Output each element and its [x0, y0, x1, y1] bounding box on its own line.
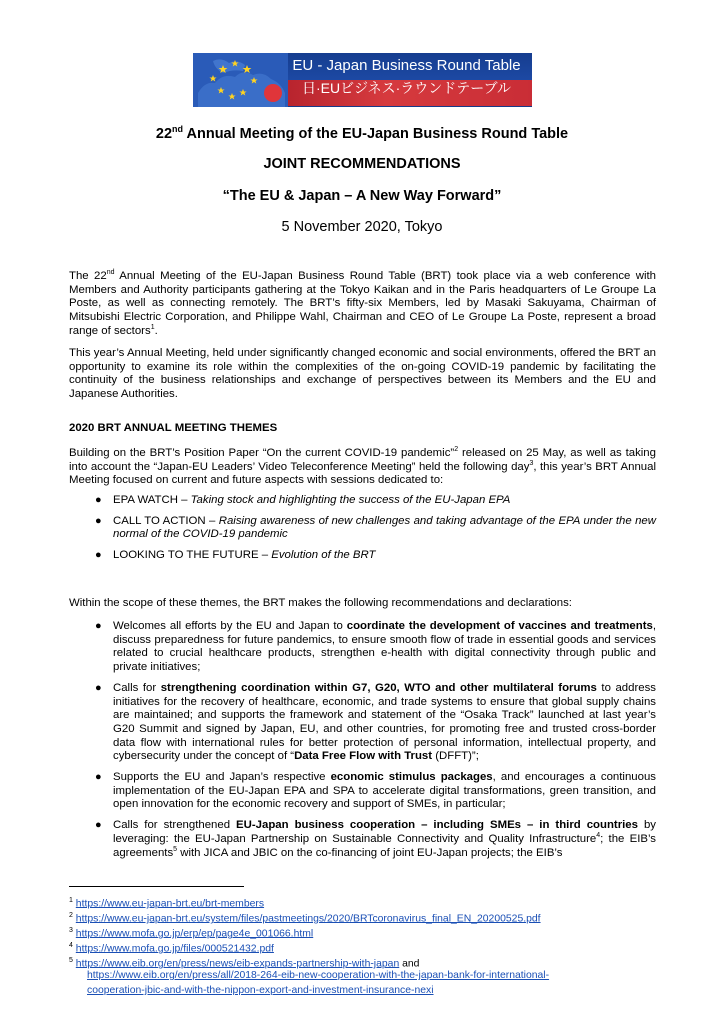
rec-bold: coordinate the development of vaccines and treatments [346, 620, 653, 632]
bullet-icon: ● [95, 494, 102, 506]
title-ordinal-suffix: nd [172, 124, 184, 134]
rec-text: (DFFT)”; [432, 750, 479, 763]
footnote-link[interactable]: https://www.mofa.go.jp/erp/ep/page4e_001066.html [75, 928, 314, 940]
footnote-ref-2[interactable]: 2 [454, 446, 459, 454]
list-item [69, 620, 656, 675]
footnote-ref-1[interactable]: 1 [150, 324, 155, 332]
rec-text: Calls for strengthened [113, 819, 237, 832]
footnote-link[interactable]: https://www.eib.org/en/press/all/2018-264-eib-new-cooperation-with-the-japan-bank-for-international- [87, 970, 550, 981]
brt-banner-logo [193, 53, 532, 107]
footnote-5-continued [87, 969, 549, 983]
footnote-number: 2 [69, 912, 73, 919]
themes-section-heading: 2020 BRT ANNUAL MEETING THEMES [69, 422, 278, 434]
theme-lead: LOOKING TO THE FUTURE – [113, 549, 272, 562]
footnote-link[interactable]: https://www.eib.org/en/press/news/eib-expands-partnership-with-japan [75, 958, 400, 970]
bullet-icon: ● [95, 620, 102, 632]
rec-bold: EU-Japan business cooperation – including SMEs – in third countries [236, 819, 638, 832]
rec-text: ; the EIB’s agreements [113, 832, 656, 859]
title-rest: Annual Meeting of the EU-Japan Business Round Table [186, 125, 569, 142]
intro-p1-text-b: Annual Meeting of the EU-Japan Business Round Table (BRT) took place via a web conference with Members and Authority participants gathering at the Tokyo Kaikan and in the Paris headquarters of Le Groupe La Poste, as well as connecting remotely. The BRT’s fifty-six Members, led by Masaki Sakuyama, Chairman of Mitsubishi Electric Corporation, and Philippe Wahl, Chairman and CEO of Le Groupe La Poste, represent a broad range of sectors [69, 270, 657, 337]
intro-p1-text-a: The 22 [69, 270, 107, 282]
bullet-icon: ● [95, 549, 102, 562]
banner-title-english: EU - Japan Business Round Table [292, 57, 521, 74]
themes-text-b: released on 25 May, as well as taking into account the “Japan-EU Leaders’ Video Teleconference Meeting” held the following day [69, 447, 656, 473]
intro-p1-end: . [154, 324, 158, 337]
rec-bold: strengthening coordination within G7, G20, WTO and other multilateral forums [160, 681, 597, 694]
theme-lead: CALL TO ACTION – [113, 514, 219, 527]
footnote-link[interactable]: https://www.eu-japan-brt.eu/system/files/pastmeetings/2020/BRTcoronavirus_final_EN_20200525.pdf [75, 913, 541, 925]
footnote-ref-5[interactable]: 5 [173, 845, 178, 853]
bullet-icon: ● [95, 771, 102, 784]
eu-japan-map-icon [193, 53, 288, 107]
rec-text: with JICA and JBIC on the co-financing of joint EU-Japan projects; the EIB’s [177, 846, 563, 859]
themes-paragraph [69, 447, 656, 488]
rec-text: Supports the EU and Japan’s respective [113, 771, 331, 784]
themes-list [69, 494, 656, 563]
recommendations-intro: Within the scope of these themes, the BRT makes the following recommendations and declarations: [69, 597, 572, 609]
footnote-conjunction: and [399, 958, 420, 970]
footnote-divider [69, 886, 244, 887]
rec-bold: Data Free Flow with Trust [294, 750, 433, 763]
rec-text: , discuss preparedness for future pandemics, to ensure smooth flow of trade in essential goods and services related to crucial healthcare products, strengthen e-health with digital connectivity through public and private initiatives; [113, 620, 657, 674]
footnote-5-continued-2 [87, 984, 434, 998]
rec-text: by leveraging: the EU-Japan Partnership on Sustainable Connectivity and Quality Infrastructure [113, 819, 656, 845]
list-item [69, 515, 656, 542]
rec-bold: economic stimulus packages [330, 771, 493, 784]
tagline-heading: “The EU & Japan – A New Way Forward” [222, 188, 502, 204]
joint-recommendations-heading: JOINT RECOMMENDATIONS [263, 156, 461, 172]
footnote-link[interactable]: cooperation-jbic-and-with-the-nippon-export-and-investment-insurance-nexi [87, 985, 434, 996]
rec-text: to address initiatives for the recovery of healthcare, economic, and trade systems to ensure that global supply chains are maintained; and supports the framework and statement of the “Osaka Track” launched at last year’s G20 Summit and signed by Japan, EU, and other countries, for promoting free and trusted cross-border data flow with international rules for better protection of personal information, intellectual property, and cybersecurity under the concept of “ [113, 681, 656, 763]
list-item [69, 549, 656, 563]
rec-text: , and encourages a continuous implementation of the EU-Japan EPA and SPA to accelerate digital transformations, green transition, and open innovation for the economic recovery and support of SMEs, in particular; [113, 771, 657, 811]
date-place-heading: 5 November 2020, Tokyo [281, 219, 443, 235]
intro-paragraph-1 [69, 270, 656, 339]
list-item [69, 682, 656, 764]
bullet-icon: ● [95, 514, 102, 527]
footnote-number: 5 [69, 957, 73, 964]
rec-text: Welcomes all efforts by the EU and Japan to [113, 620, 347, 632]
list-item [69, 494, 656, 508]
theme-description: Evolution of the BRT [271, 549, 376, 562]
themes-text-a: Building on the BRT’s Position Paper “On the current COVID-19 pandemic” [69, 447, 455, 459]
bullet-icon: ● [95, 819, 102, 832]
meeting-title [0, 124, 724, 142]
list-item [69, 771, 656, 812]
footnote-link[interactable]: https://www.mofa.go.jp/files/000521432.pdf [75, 943, 274, 955]
themes-text-c: , this year’s BRT Annual Meeting focused on current and future aspects with sessions dedicated to: [69, 460, 656, 487]
footnote-ref-3[interactable]: 3 [529, 459, 534, 467]
banner-title-japanese: 日·EUビジネス·ラウンドテーブル [301, 80, 512, 96]
theme-description: Raising awareness of new challenges and taking advantage of the EPA under the new normal of the COVID-19 pandemic [113, 514, 656, 541]
footnote-ref-4[interactable]: 4 [596, 832, 601, 840]
title-ordinal: 22 [155, 125, 173, 142]
theme-lead: EPA WATCH – [113, 494, 191, 506]
footnote-number: 4 [69, 942, 73, 949]
recommendations-list [69, 620, 656, 860]
theme-description: Taking stock and highlighting the success of the EU-Japan EPA [190, 494, 511, 506]
list-item [69, 819, 656, 860]
footnote-link[interactable]: https://www.eu-japan-brt.eu/brt-members [75, 898, 265, 910]
intro-p1-ordinal-suffix: nd [106, 269, 115, 277]
rec-text: Calls for [113, 681, 161, 694]
intro-paragraph-2: This year’s Annual Meeting, held under significantly changed economic and social environments, offered the BRT an opportunity to examine its role within the complexities of the on-going COVID-19 pandemic by facilitating the continuity of the business relationships and exchange of perspectives between its Members and the EU and Japanese Authorities. [69, 347, 656, 401]
footnote-number: 1 [69, 897, 73, 904]
footnote-number: 3 [69, 927, 73, 934]
bullet-icon: ● [95, 681, 102, 694]
